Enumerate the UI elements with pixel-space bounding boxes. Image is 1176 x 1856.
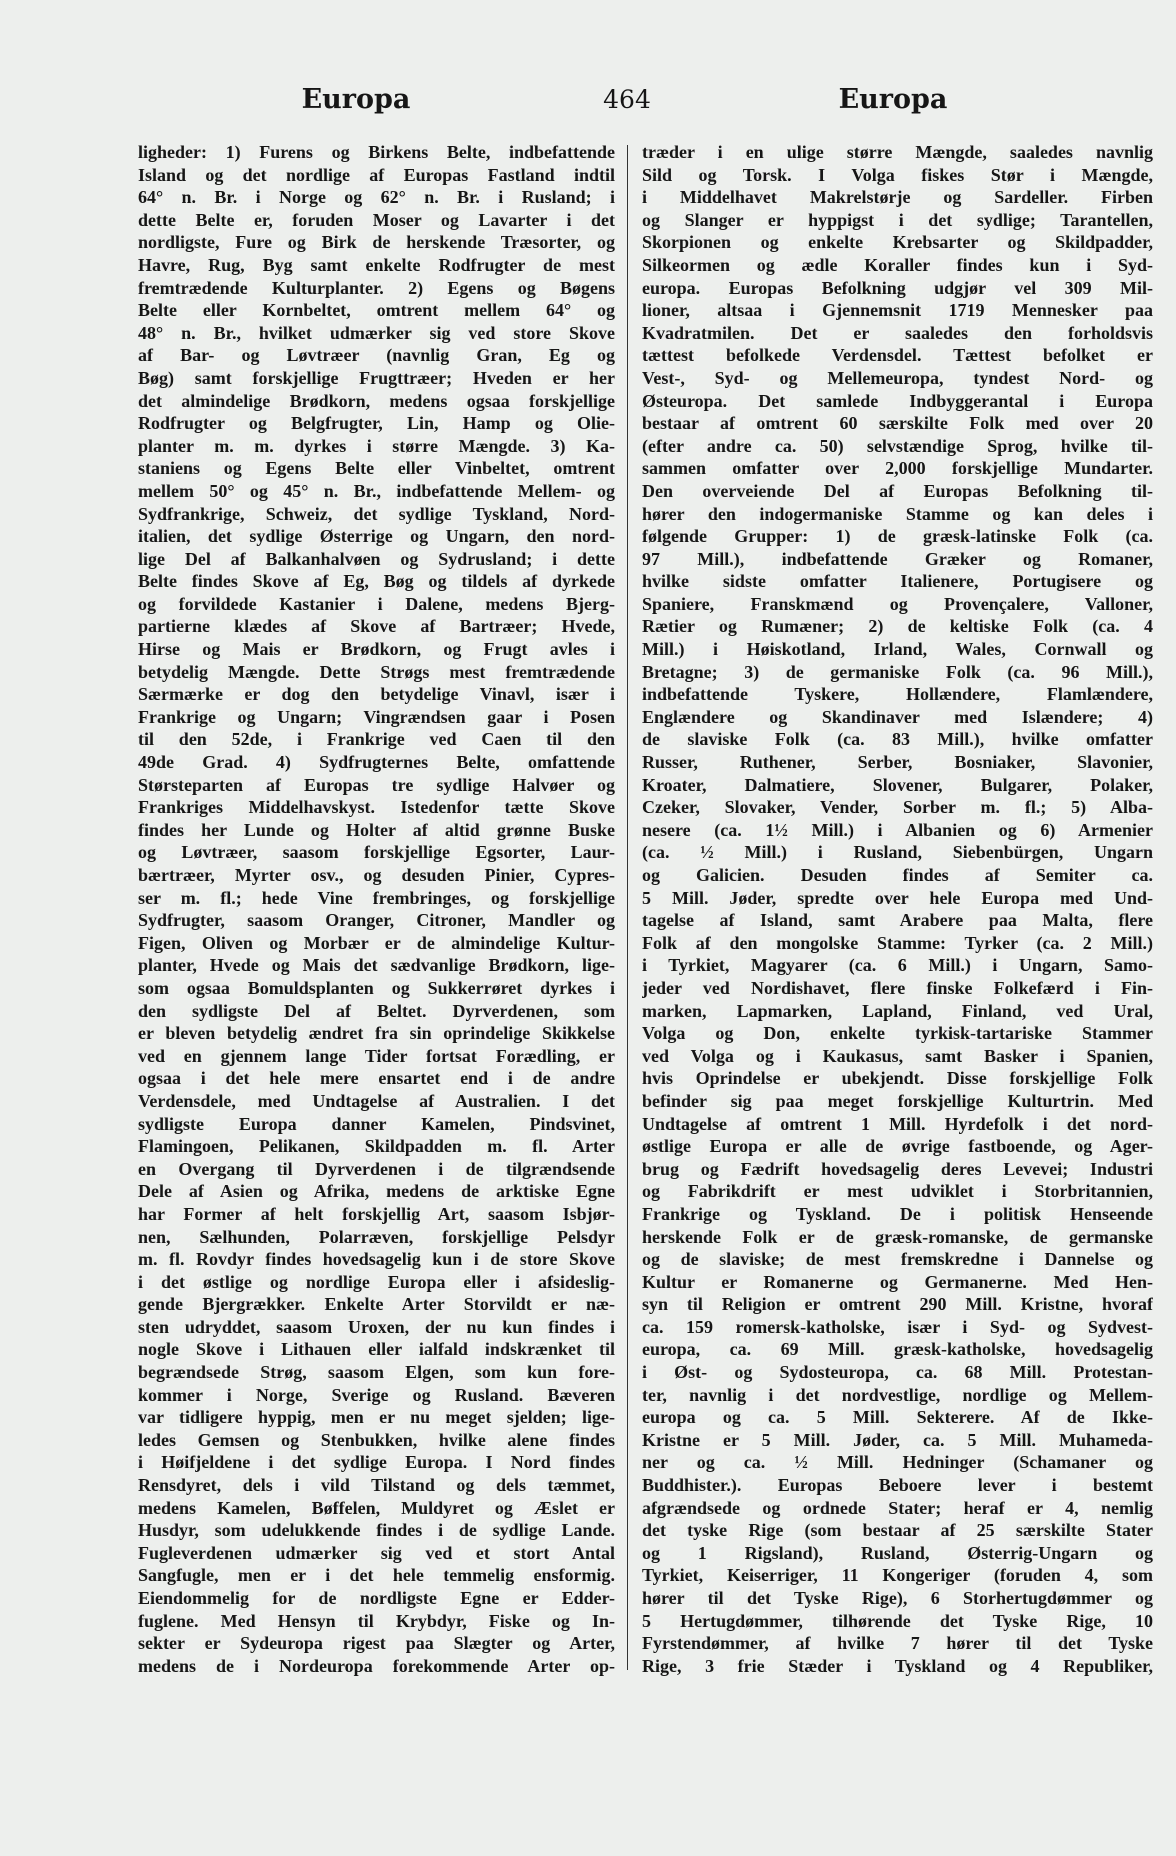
text-line: til den 52de, i Frankrige ved Caen til den xyxy=(138,729,615,750)
text-line: Undtagelse af omtrent 1 Mill. Hyrdefolk i det nord- xyxy=(642,1113,1153,1134)
text-line: Fugleverdenen udmærker sig ved et stort Antal xyxy=(138,1542,615,1563)
text-line: tagelse af Island, samt Arabere paa Malta, flere xyxy=(642,910,1153,931)
text-line: Kristne er 5 Mill. Jøder, ca. 5 Mill. Muhameda- xyxy=(642,1429,1153,1450)
text-line: syn til Religion er omtrent 290 Mill. Kristne, hvoraf xyxy=(642,1294,1153,1315)
text-column-right xyxy=(642,141,1153,1677)
text-line: Tyrkiet, Keiserriger, 11 Kongeriger (foruden 4, som xyxy=(642,1565,1153,1586)
text-line: ter, navnlig i det nordvestlige, nordlige og Mellem- xyxy=(642,1384,1153,1405)
text-line: Skorpionen og enkelte Krebsarter og Skildpadder, xyxy=(642,232,1153,253)
text-line: Verdensdele, med Undtagelse af Australien. I det xyxy=(138,1090,615,1111)
text-line: gende Bjergrækker. Enkelte Arter Storvildt er næ- xyxy=(138,1294,615,1315)
running-head-right: Europa xyxy=(838,84,948,115)
text-line: Figen, Oliven og Morbær er de almindelige Kultur- xyxy=(138,932,615,953)
text-line: Frankrige og Ungarn; Vingrændsen gaar i Posen xyxy=(138,706,615,727)
text-line: 48° n. Br., hvilket udmærker sig ved store Skove xyxy=(138,322,615,343)
text-line: Silkeormen og ædle Koraller findes kun i Syd- xyxy=(642,254,1153,275)
text-line: staniens og Egens Belte eller Vinbeltet, omtrent xyxy=(138,458,615,479)
text-line: Sydfrankrige, Schweiz, det sydlige Tyskland, Nord- xyxy=(138,503,615,524)
text-line: hører til det Tyske Rige), 6 Storhertugdømmer og xyxy=(642,1588,1153,1608)
text-line: Den overveiende Del af Europas Befolkning til- xyxy=(642,480,1153,501)
text-line: Særmærke er dog den betydelige Vinavl, især i xyxy=(138,684,615,705)
text-line: den sydligste Del af Beltet. Dyrverdenen, som xyxy=(138,1000,615,1021)
column-divider xyxy=(627,145,628,1670)
text-line: nesere (ca. 1½ Mill.) i Albanien og 6) Armenier xyxy=(642,819,1153,840)
text-line: europa, ca. 69 Mill. græsk-katholske, hovedsagelig xyxy=(642,1339,1153,1360)
text-line: hvilke sidste omfatter Italienere, Portugisere og xyxy=(642,571,1153,592)
text-line: Vest-, Syd- og Mellemeuropa, tyndest Nord- og xyxy=(642,367,1153,388)
text-line: partierne klædes af Skove af Bartræer; Hvede, xyxy=(138,616,615,637)
text-line: 5 Mill. Jøder, spredte over hele Europa med Und- xyxy=(642,887,1153,908)
text-line: planter m. m. dyrkes i større Mængde. 3) Ka- xyxy=(138,435,615,456)
text-line: nen, Sælhunden, Polarræven, forskjellige Pelsdyr xyxy=(138,1226,615,1247)
text-line: har Former af helt forskjellig Art, saasom Isbjør- xyxy=(138,1203,615,1224)
text-line: ca. 159 romersk-katholske, især i Syd- og Sydvest- xyxy=(642,1316,1153,1337)
running-head-left: Europa xyxy=(301,84,411,115)
text-line: sekter er Sydeuropa rigest paa Slægter og Arter, xyxy=(138,1633,615,1654)
text-line: Kroater, Dalmatiere, Slovener, Bulgarer, Polaker, xyxy=(642,774,1153,795)
text-line: en Overgang til Dyrverdenen i de tilgrændsende xyxy=(138,1158,615,1179)
text-line: Volga og Don, enkelte tyrkisk-tartariske Stammer xyxy=(642,1023,1153,1044)
text-line: i Tyrkiet, Magyarer (ca. 6 Mill.) i Ungarn, Samo- xyxy=(642,955,1153,976)
text-line: fremtrædende Kulturplanter. 2) Egens og Bøgens xyxy=(138,277,615,298)
text-line: (efter andre ca. 50) selvstændige Sprog, hvilke til- xyxy=(642,435,1153,456)
text-line: kommer i Norge, Sverige og Rusland. Bæveren xyxy=(138,1384,615,1405)
text-line: brug og Fædrift hovedsagelig deres Levevei; Industri xyxy=(642,1158,1153,1179)
text-line: tættest befolkede Verdensdel. Tættest befolket er xyxy=(642,345,1153,366)
text-line: og Slanger er hyppigst i det sydlige; Tarantellen, xyxy=(642,209,1153,230)
text-line: sammen omfatter over 2,000 forskjellige Mundarter. xyxy=(642,458,1153,479)
text-line: bestaar af omtrent 60 særskilte Folk med over 20 xyxy=(642,413,1153,434)
text-line: indbefattende Tyskere, Hollændere, Flamlændere, xyxy=(642,684,1153,705)
text-line: sten udryddet, saasom Uroxen, der nu kun findes i xyxy=(138,1316,615,1337)
text-line: bærtræer, Myrter osv., og desuden Pinier, Cypres- xyxy=(138,865,615,885)
text-line: ligheder: 1) Furens og Birkens Belte, indbefattende xyxy=(138,142,615,162)
text-line: Bøg) samt forskjellige Frugttræer; Hveden er her xyxy=(138,367,615,388)
text-line: ledes Gemsen og Stenbukken, hvilke alene findes xyxy=(138,1429,615,1450)
text-line: Czeker, Slovaker, Vender, Sorber m. fl.; 5) Alba- xyxy=(642,797,1153,818)
text-line: italien, det sydlige Østerrige og Ungarn, den nord- xyxy=(138,526,615,547)
text-line: medens Kamelen, Bøffelen, Muldyret og Æslet er xyxy=(138,1497,615,1518)
text-line: Dele af Asien og Afrika, medens de arktiske Egne xyxy=(138,1181,615,1202)
text-line: følgende Grupper: 1) de græsk-latinske Folk (ca. xyxy=(642,526,1153,547)
text-line: lioner, altsaa i Gjennemsnit 1719 Mennesker paa xyxy=(642,300,1153,321)
text-line: nordligste, Fure og Birk de herskende Træsorter, og xyxy=(138,232,615,253)
text-line: afgrændsede og ordnede Stater; heraf er 4, nemlig xyxy=(642,1497,1153,1518)
text-line: europa. Europas Befolkning udgjør vel 309 Mil- xyxy=(642,277,1153,298)
text-line: 97 Mill.), indbefattende Græker og Romaner, xyxy=(642,548,1153,569)
text-line: og de slaviske; de mest fremskredne i Dannelse og xyxy=(642,1249,1153,1270)
text-line: som ogsaa Bomuldsplanten og Sukkerrøret dyrkes i xyxy=(138,977,615,998)
text-line: Bretagne; 3) de germaniske Folk (ca. 96 Mill.), xyxy=(642,661,1153,682)
text-line: ogsaa i det hele mere ensartet end i de andre xyxy=(138,1068,615,1089)
text-line: Spaniere, Franskmænd og Provençalere, Valloner, xyxy=(642,593,1153,614)
text-line: Frankrige og Tyskland. De i politisk Henseende xyxy=(642,1203,1153,1224)
text-line: mellem 50° og 45° n. Br., indbefattende Mellem- og xyxy=(138,480,615,501)
text-line: Havre, Rug, Byg samt enkelte Rodfrugter de mest xyxy=(138,254,615,275)
text-line: herskende Folk er de græsk-romanske, de germanske xyxy=(642,1226,1153,1247)
text-line: 64° n. Br. i Norge og 62° n. Br. i Rusland; i xyxy=(138,187,615,208)
text-line: ser m. fl.; hede Vine frembringes, og forskjellige xyxy=(138,887,615,908)
text-line: Englændere og Skandinaver med Islændere; 4) xyxy=(642,706,1153,727)
text-line: 5 Hertugdømmer, tilhørende det Tyske Rige, 10 xyxy=(642,1610,1153,1631)
text-line: Belte eller Kornbeltet, omtrent mellem 64° og xyxy=(138,300,615,321)
text-line: medens de i Nordeuropa forekommende Arter op- xyxy=(138,1655,615,1676)
text-line: europa og ca. 5 Mill. Sekterere. Af de Ikke- xyxy=(642,1407,1153,1428)
text-line: og 1 Rigsland), Rusland, Østerrig-Ungarn og xyxy=(642,1542,1153,1563)
text-line: og Fabrikdrift er mest udviklet i Storbritannien, xyxy=(642,1181,1153,1202)
text-line: ved Volga og i Kaukasus, samt Basker i Spanien, xyxy=(642,1045,1153,1066)
text-line: betydelig Mængde. Dette Strøgs mest fremtrædende xyxy=(138,661,615,682)
text-line: Eiendommelig for de nordligste Egne er Edder- xyxy=(138,1588,615,1608)
text-line: Russer, Ruthener, Serber, Bosniaker, Slavonier, xyxy=(642,752,1153,773)
text-line: jeder ved Nordishavet, flere finske Folkefærd i Fin- xyxy=(642,977,1153,998)
text-line: Folk af den mongolske Stamme: Tyrker (ca. 2 Mill.) xyxy=(642,932,1153,953)
text-line: Rætier og Rumæner; 2) de keltiske Folk (ca. 4 xyxy=(642,616,1153,637)
text-line: Rensdyret, dels i vild Tilstand og dels tæmmet, xyxy=(138,1475,615,1496)
text-line: sydligste Europa danner Kamelen, Pindsvinet, xyxy=(138,1113,615,1134)
text-line: Østeuropa. Det samlede Indbyggerantal i Europa xyxy=(642,390,1153,411)
text-line: hvis Oprindelse er ubekjendt. Disse forskjellige Folk xyxy=(642,1068,1153,1089)
text-line: lige Del af Balkanhalvøen og Sydrusland; i dette xyxy=(138,548,615,569)
text-line: af Bar- og Løvtræer (navnlig Gran, Eg og xyxy=(138,345,615,366)
text-line: dette Belte er, foruden Moser og Lavarter i det xyxy=(138,209,615,230)
text-line: marken, Lapmarken, Lapland, Finland, ved Ural, xyxy=(642,1000,1153,1021)
text-line: og forvildede Kastanier i Dalene, medens Bjerg- xyxy=(138,593,615,614)
text-line: Frankriges Middelhavskyst. Istedenfor tætte Skove xyxy=(138,797,615,818)
text-line: Sild og Torsk. I Volga fiskes Stør i Mængde, xyxy=(642,164,1153,185)
text-line: Flamingoen, Pelikanen, Skildpadden m. fl. Arter xyxy=(138,1136,615,1157)
text-line: det tyske Rige (som bestaar af 25 særskilte Stater xyxy=(642,1520,1153,1541)
text-line: er bleven betydelig ændret fra sin oprindelige Skikkelse xyxy=(138,1023,615,1044)
text-line: Belte findes Skove af Eg, Bøg og tildels af dyrkede xyxy=(138,571,615,592)
text-line: findes her Lunde og Holter af altid grønne Buske xyxy=(138,819,615,840)
text-line: Island og det nordlige af Europas Fastland indtil xyxy=(138,164,615,185)
text-line: og Løvtræer, saasom forskjellige Egsorter, Laur- xyxy=(138,842,615,863)
text-line: Rodfrugter og Belgfrugter, Lin, Hamp og Olie- xyxy=(138,413,615,434)
text-line: nogle Skove i Lithauen eller ialfald indskrænket til xyxy=(138,1339,615,1360)
text-line: i det østlige og nordlige Europa eller i afsideslig- xyxy=(138,1271,615,1292)
text-line: planter, Hvede og Mais det sædvanlige Brødkorn, lige- xyxy=(138,955,615,976)
text-line: Kultur er Romanerne og Germanerne. Med Hen- xyxy=(642,1271,1153,1292)
text-line: m. fl. Rovdyr findes hovedsagelig kun i de store Skove xyxy=(138,1249,615,1270)
text-line: Hirse og Mais er Brødkorn, og Frugt avles i xyxy=(138,639,615,660)
text-line: ved en gjennem lange Tider fortsat Forædling, er xyxy=(138,1045,615,1066)
text-line: befinder sig paa meget forskjellige Kulturtrin. Med xyxy=(642,1090,1153,1111)
text-line: Mill.) i Høiskotland, Irland, Wales, Cornwall og xyxy=(642,639,1153,660)
text-line: Buddhister.). Europas Beboere lever i bestemt xyxy=(642,1475,1153,1496)
text-line: (ca. ½ Mill.) i Rusland, Siebenbürgen, Ungarn xyxy=(642,842,1153,863)
text-line: i Øst- og Sydosteuropa, ca. 68 Mill. Protestan- xyxy=(642,1362,1153,1383)
text-line: i Middelhavet Makrelstørje og Sardeller. Firben xyxy=(642,187,1153,208)
text-line: Fyrstendømmer, af hvilke 7 hører til det Tyske xyxy=(642,1633,1153,1654)
text-column-left xyxy=(138,141,615,1677)
text-line: Kvadratmilen. Det er saaledes den forholdsvis xyxy=(642,322,1153,343)
text-line: 49de Grad. 4) Sydfrugternes Belte, omfattende xyxy=(138,752,615,773)
text-line: i Høifjeldene i det sydlige Europa. I Nord findes xyxy=(138,1452,615,1473)
text-line: Størsteparten af Europas tre sydlige Halvøer og xyxy=(138,774,615,795)
text-line: træder i en ulige større Mængde, saaledes navnlig xyxy=(642,142,1153,162)
text-line: fuglene. Med Hensyn til Krybdyr, Fiske og In- xyxy=(138,1610,615,1631)
text-line: begrændsede Strøg, saasom Elgen, som kun fore- xyxy=(138,1362,615,1383)
text-line: de slaviske Folk (ca. 83 Mill.), hvilke omfatter xyxy=(642,729,1153,750)
text-line: ner og ca. ½ Mill. Hedninger (Schamaner og xyxy=(642,1452,1153,1473)
text-line: var tidligere hyppig, men er nu meget sjelden; lige- xyxy=(138,1407,615,1428)
text-line: det almindelige Brødkorn, medens ogsaa forskjellige xyxy=(138,390,615,411)
page-number: 464 xyxy=(603,85,651,114)
text-line: Sydfrugter, saasom Oranger, Citroner, Mandler og xyxy=(138,910,615,931)
text-line: Husdyr, som udelukkende findes i de sydlige Lande. xyxy=(138,1520,615,1541)
text-line: hører den indogermaniske Stamme og kan deles i xyxy=(642,503,1153,524)
text-line: Rige, 3 frie Stæder i Tyskland og 4 Republiker, xyxy=(642,1655,1153,1676)
text-line: Sangfugle, men er i det hele temmelig ensformig. xyxy=(138,1565,615,1586)
text-line: østlige Europa er alle de øvrige fastboende, og Ager- xyxy=(642,1136,1153,1157)
text-line: og Galicien. Desuden findes af Semiter ca. xyxy=(642,865,1153,885)
